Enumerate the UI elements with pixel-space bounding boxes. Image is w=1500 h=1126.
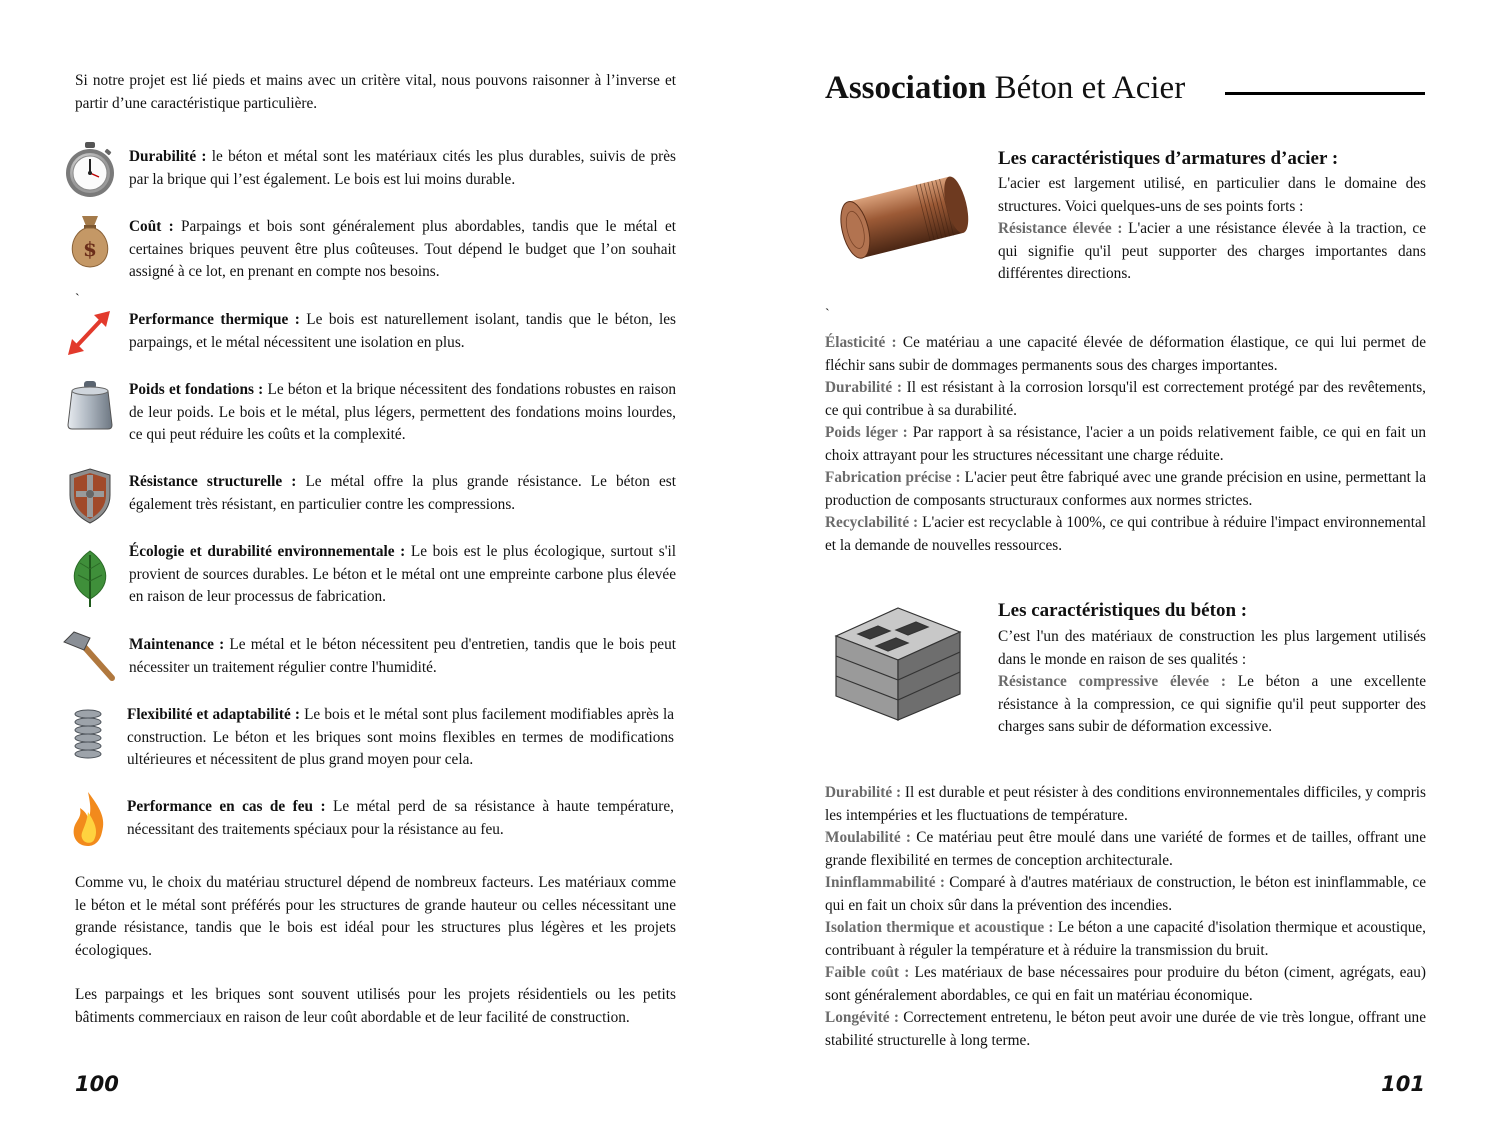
concrete-first-text: Le béton a une excellente résistance à la compression, ce qui signifie qu'il peut supporter des charges sans subir de déformation excessive.	[998, 673, 1426, 735]
hammer-icon	[60, 628, 120, 688]
point-text: L'acier peut être fabriqué avec une grande précision en usine, permettant la production de composants structuraux conformes aux normes strictes.	[825, 469, 1426, 509]
steel-intro	[998, 173, 1426, 286]
point-label: Élasticité :	[825, 334, 897, 351]
criterion-description: Le béton et la brique nécessitent des fondations robustes en raison de leur poids. Le bois et le métal, plus légers, permettent des fondations moins lourdes, ce qui peut réduire les coûts et la complexité.	[129, 381, 676, 443]
point-label: Fabrication précise :	[825, 469, 961, 486]
shield-icon	[60, 465, 120, 525]
point-label: Longévité :	[825, 1009, 899, 1026]
concrete-block-icon	[828, 602, 966, 726]
point-text: Comparé à d'autres matériaux de construction, le béton est ininflammable, ce qui en fait un choix sûr dans la prévention des incendies.	[825, 874, 1426, 914]
point-text: Ce matériau a une capacité élevée de déformation élastique, ce qui lui permet de fléchir sans subir de dommages permanents sous des charges importantes.	[825, 334, 1426, 374]
point-label: Ininflammabilité :	[825, 874, 945, 891]
steel-heading: Les caractéristiques d’armatures d’acier :	[998, 148, 1339, 169]
conclusion-paragraph-1: Comme vu, le choix du matériau structurel dépend de nombreux facteurs. Les matériaux comme le béton et le métal sont préférés pour les structures de grande hauteur ou celles nécessitant une grande résistance, tandis que le bois est idéal pour les structures plus légères et les projets écologiques.	[75, 874, 676, 959]
steel-bar-icon	[828, 166, 970, 272]
leaf-icon	[60, 547, 120, 607]
criterion-description: Le métal offre la plus grande résistance. Le béton est également très résistant, en particulier contre les compressions.	[129, 473, 676, 513]
criterion-label: Poids et fondations :	[129, 381, 264, 398]
point-text: Les matériaux de base nécessaires pour produire du béton (ciment, agrégats, eau) sont généralement abordables, ce qui en fait un matériau économique.	[825, 964, 1426, 1004]
criterion-description: Le bois et le métal sont plus facilement modifiables après la construction. Le béton et les briques sont moins flexibles en termes de modifications ultérieures et nécessitent de plus grand moyen pour cela.	[127, 706, 674, 768]
criterion-text	[129, 309, 676, 354]
point-label: Recyclabilité :	[825, 514, 919, 531]
criterion-text	[129, 216, 676, 284]
concrete-point	[825, 962, 1426, 1007]
criterion-label: Flexibilité et adaptabilité :	[127, 706, 300, 723]
steel-intro-text: L'acier est largement utilisé, en particulier dans le domaine des structures. Voici quelques-uns de ses points forts :	[998, 175, 1426, 215]
criterion-label: Performance thermique :	[129, 311, 300, 328]
criterion-label: Performance en cas de feu :	[127, 798, 326, 815]
title-rest: Béton et Acier	[986, 70, 1186, 106]
criterion-label: Écologie et durabilité environnementale :	[129, 543, 406, 560]
point-text: Ce matériau peut être moulé dans une variété de formes et de tailles, offrant une grande flexibilité en termes de conception architecturale.	[825, 829, 1426, 869]
criterion-text	[129, 379, 676, 447]
criterion-description: le béton et métal sont les matériaux cités les plus durables, suivis de près par la brique qui l’est également. Le bois est lui moins durable.	[129, 148, 676, 188]
steel-first-text: L'acier a une résistance élevée à la traction, ce qui signifie qu'il peut supporter des charges importantes dans différentes directions.	[998, 220, 1427, 282]
criterion-text	[129, 541, 676, 609]
stopwatch-icon	[60, 140, 120, 200]
point-label: Durabilité :	[825, 784, 902, 801]
steel-point	[825, 422, 1426, 467]
steel-point	[825, 467, 1426, 512]
money-bag-icon	[60, 210, 120, 270]
title-rule	[1225, 92, 1425, 95]
point-text: Le béton a une capacité d'isolation thermique et acoustique, contribuant à réguler la température et à réduire la transmission du bruit.	[825, 919, 1426, 959]
steel-first-label: Résistance élevée :	[998, 220, 1123, 237]
criterion-description: Parpaings et bois sont généralement plus abordables, tandis que le métal et certaines briques peuvent être plus coûteuses. Tout dépend le budget que l’on souhait assigné à ce lot, en prenant en compte nos besoins.	[129, 218, 676, 280]
spring-icon	[58, 706, 118, 766]
criterion-text	[129, 634, 676, 679]
svg-text:$: $	[83, 237, 97, 261]
point-text: L'acier est recyclable à 100%, ce qui contribue à réduire l'impact environnemental et la demande de nouvelles ressources.	[825, 514, 1426, 554]
stray-mark: `	[825, 307, 830, 322]
criterion-label: Coût :	[129, 218, 174, 235]
point-text: Par rapport à sa résistance, l'acier a un poids relativement faible, ce qui en fait un choix attrayant pour les structures nécessitant une charge réduite.	[825, 424, 1426, 464]
conclusion-paragraph-2: Les parpaings et les briques sont souvent utilisés pour les projets résidentiels ou les petits bâtiments commerciaux en raison de leur coût abordable et de leur facilité de construction.	[75, 986, 676, 1026]
fire-icon	[58, 790, 118, 850]
steel-point	[825, 377, 1426, 422]
criterion-description: Le bois est naturellement isolant, tandis que le béton, les parpaings, et le métal nécessitent une isolation en plus.	[129, 311, 676, 351]
point-text: Il est résistant à la corrosion lorsqu'il est correctement protégé par des revêtements, ce qui contribue à sa durabilité.	[825, 379, 1426, 419]
criterion-text	[127, 796, 674, 841]
concrete-point	[825, 782, 1426, 827]
intro-paragraph: Si notre projet est lié pieds et mains avec un critère vital, nous pouvons raisonner à l’inverse et partir d’une caractéristique particulière.	[75, 72, 676, 112]
concrete-intro	[998, 626, 1426, 739]
criterion-description: Le métal perd de sa résistance à haute température, nécessitant des traitements spéciaux pour la résistance au feu.	[127, 798, 674, 838]
point-text: Il est durable et peut résister à des conditions environnementales difficiles, y compris les intempéries et les fluctuations de température.	[825, 784, 1426, 824]
steel-point	[825, 332, 1426, 377]
concrete-point	[825, 1007, 1426, 1052]
concrete-point	[825, 872, 1426, 917]
weight-icon	[60, 373, 120, 433]
double-arrow-icon	[60, 303, 120, 363]
point-label: Isolation thermique et acoustique :	[825, 919, 1054, 936]
point-label: Moulabilité :	[825, 829, 911, 846]
stray-mark: `	[75, 292, 80, 307]
page-title	[825, 70, 1185, 107]
criterion-label: Durabilité :	[129, 148, 207, 165]
concrete-point	[825, 917, 1426, 962]
steel-points	[825, 332, 1426, 557]
page-number: 100	[75, 1072, 119, 1096]
point-text: Correctement entretenu, le béton peut avoir une durée de vie très longue, offrant une stabilité structurelle à long terme.	[825, 1009, 1426, 1049]
criterion-label: Résistance structurelle :	[129, 473, 297, 490]
page-number: 101	[1381, 1072, 1425, 1096]
title-bold: Association	[825, 70, 987, 106]
criterion-text	[129, 146, 676, 191]
criterion-description: Le métal et le béton nécessitent peu d'entretien, tandis que le bois peut nécessiter un traitement régulier contre l'humidité.	[129, 636, 676, 676]
criterion-description: Le bois est le plus écologique, surtout s'il provient de sources durables. Le béton et le métal ont une empreinte carbone plus élevée en raison de leur processus de fabrication.	[129, 543, 676, 605]
point-label: Poids léger :	[825, 424, 908, 441]
criterion-text	[129, 471, 676, 516]
concrete-points	[825, 782, 1426, 1052]
concrete-heading: Les caractéristiques du béton :	[998, 600, 1248, 621]
right-page	[750, 0, 1500, 1126]
steel-point	[825, 512, 1426, 557]
criterion-text	[127, 704, 674, 772]
concrete-first-label: Résistance compressive élevée :	[998, 673, 1226, 690]
criterion-label: Maintenance :	[129, 636, 225, 653]
concrete-intro-text: C’est l'un des matériaux de construction les plus largement utilisés dans le monde en raison de ses qualités :	[998, 628, 1426, 668]
concrete-point	[825, 827, 1426, 872]
point-label: Faible coût :	[825, 964, 910, 981]
point-label: Durabilité :	[825, 379, 902, 396]
